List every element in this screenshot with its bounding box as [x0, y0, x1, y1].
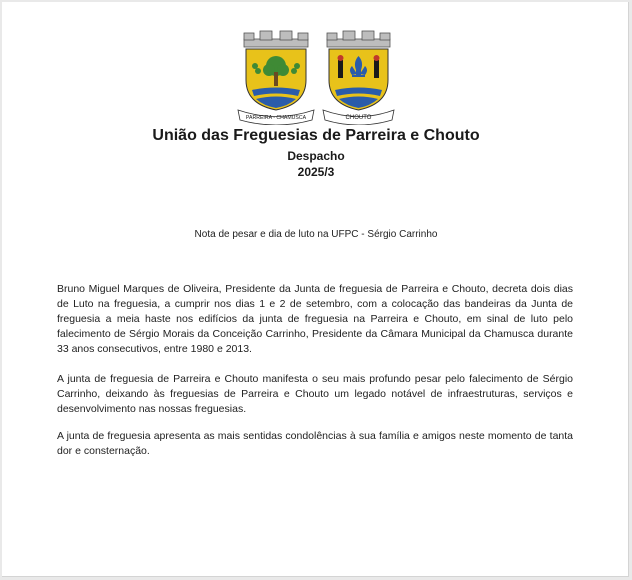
body-paragraph: Bruno Miguel Marques de Oliveira, Presidente da Junta de freguesia de Parreira e Chouto, decreta dois dias de Luto na freguesia, a cumprir nos dias 1 e 2 de setembro, com a colocação das bandeiras da Junta de freguesia a meia haste nos edifícios da junta de freguesia na Parreira e Chouto, em sinal de luto pelo falecimento de Sérgio Morais da Conceição Carrinho, Presidente da Câmara Municipal da Chamusca durante 33 anos consecutivos, entre 1980 e 2013.	[57, 283, 573, 355]
svg-text:CHOUTO: CHOUTO	[345, 115, 372, 121]
body-paragraph: A junta de freguesia apresenta as mais sentidas condolências à sua família e amigos neste momento de tanta dor e consternação.	[57, 430, 573, 457]
document-number: 2025/3	[297, 165, 335, 179]
organization-title: União das Freguesias de Parreira e Chouto	[152, 127, 480, 144]
document-type: Despacho	[287, 149, 345, 163]
header-crests	[236, 30, 396, 125]
chouto-crest	[321, 30, 396, 125]
document-subject: Nota de pesar e dia de luto na UFPC - Sérgio Carrinho	[194, 229, 438, 240]
svg-text:PARREIRA - CHAMUSCA: PARREIRA - CHAMUSCA	[245, 115, 307, 121]
parreira-chamusca-crest	[236, 30, 316, 125]
body-paragraph: A junta de freguesia de Parreira e Chouto manifesta o seu mais profundo pesar pelo falecimento de Sérgio Carrinho, deixando às freguesias de Parreira e Chouto um legado notável de infraestruturas, serviços e desenvolvimento nas nossas freguesias.	[57, 373, 573, 415]
